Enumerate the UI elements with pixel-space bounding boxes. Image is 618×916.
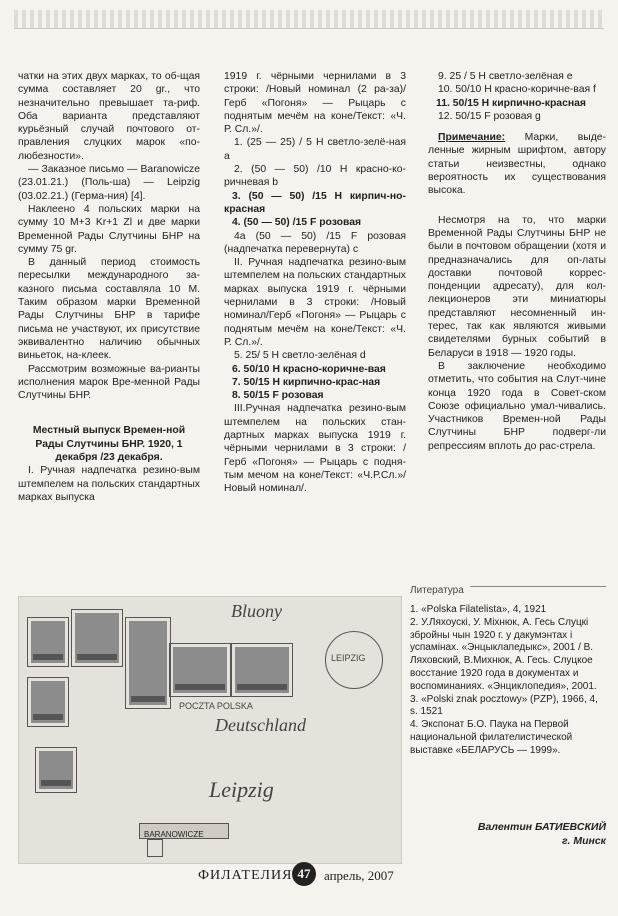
registration-label — [139, 823, 229, 839]
list-item: 9. 25 / 5 Н светло-зелёная e — [438, 71, 573, 82]
reference-item: 1. «Polska Filatelista», 4, 1921 — [410, 604, 547, 615]
paragraph: I. Ручная надпечатка резино-вым штемпелем на польских стандартных марках выпуска — [18, 465, 200, 503]
literature-label: Литература — [410, 585, 470, 596]
registration-text: BARANOWICZE — [144, 830, 204, 839]
column-2 — [224, 70, 406, 496]
stamp — [231, 643, 293, 697]
stamp-caption: POCZTA POLSKA — [179, 701, 253, 711]
author-city: г. Минск — [562, 835, 606, 847]
paragraph: III.Ручная надпечатка резино-вым штемпелем на польских стан-дартных марках выпуска 1919 г. чёрными чернилами в 3 строки: /Герб «Погоня» — Рыцарь с подня-тым мечом на коне/Текст: «Ч.Р.Сл.»/Новый номинал/. — [224, 403, 406, 495]
column-3 — [428, 70, 606, 453]
list-item-bold: 4. (50 — 50) /15 F розовая — [232, 217, 362, 229]
stamp — [169, 643, 231, 697]
list-item: 4a (50 — 50) /15 F розовая (надпечатка перевернута) c — [224, 230, 406, 255]
decorative-top-border — [14, 10, 604, 29]
paragraph: Несмотря на то, что марки Временной Рады Слутчины БНР не были в почтовом обращении (хотя и предназначались для оп-латы доставки почтовой коррес-понденции адресату), для кол-лекционеров эти миниатюры представляют несомненный ин-терес, так как являются живыми свидетелями бурных событий в Беларуси в 1918 — 1920 годы. — [428, 214, 606, 359]
page-number: 47 — [292, 862, 316, 886]
column-1 — [18, 70, 200, 504]
list-item-bold: 3. (50 — 50) /15 Н кирпич-но-красная — [224, 190, 406, 215]
paragraph: чатки на этих двух марках, то об-щая сумма составляет 20 gr., что незначительно превышает та-риф. Оба варианта представляют курьёзный случай почтового от-правления слуцких марок «по-любезности». — [18, 71, 200, 162]
magazine-name: ФИЛАТЕЛИЯ — [198, 868, 293, 883]
paragraph: — Заказное письмо — Baranowicze (23.01.21.) (Поль-ша) — Leipzig (03.02.21.) (Герма-ния) [4]. — [18, 164, 200, 202]
paragraph: В данный период стоимость пересылки международного за-казного письма составляла 10 М. Таким образом марки Временной Рады Слутчины БНР в тарифе письма не участвуют, их присутствие эквивалентно наличию обычных виньеток, на-клеек. — [18, 257, 200, 362]
list-item-bold: 6. 50/10 Н красно-коричне-вая — [232, 363, 386, 375]
list-item: 5. 25/ 5 Н светло-зелёная d — [234, 350, 366, 362]
author-name: Валентин БАТИЕВСКИЙ — [477, 821, 606, 833]
paragraph: Рассмотрим возможные ва-рианты исполнения марок Вре-менной Рады Слутчины БНР. — [18, 363, 200, 402]
handwriting: Deutschland — [215, 715, 306, 735]
note-text: Марки, выде-ленные жирным шрифтом, автору статьи неизвестны, однако вероятность их существования высока. — [428, 132, 607, 197]
postmark-text: LEIPZIG — [331, 653, 366, 663]
list-item: 2. (50 — 50) /10 Н красно-ко-ричневая b — [224, 164, 406, 189]
stamp — [35, 747, 77, 793]
list-item: 12. 50/15 F розовая g — [438, 110, 541, 122]
stamp — [27, 617, 69, 667]
reference-item: 3. «Polski znak pocztowy» (PZP), 1966, 4, s. 1521 — [410, 693, 598, 718]
section-heading: Местный выпуск Времен-ной Рады Слутчины БНР. 1920, 1 декабря /23 декабря. — [32, 425, 186, 464]
envelope-photo — [18, 596, 402, 864]
stamp — [27, 677, 69, 727]
page-footer — [0, 862, 618, 886]
stamp — [71, 609, 123, 667]
references-list — [410, 604, 606, 758]
list-item-bold: 8. 50/15 F розовая — [232, 390, 324, 402]
issue-date: апрель, 2007 — [324, 868, 394, 883]
list-item-bold: 11. 50/15 Н кирпично-красная — [436, 97, 586, 109]
reference-item: 4. Экспонат Б.О. Паука на Первой национальной филателистической выставке «БЕЛАРУСЬ — 1999». — [410, 719, 573, 756]
literature-header — [410, 580, 606, 596]
list-item-bold: 7. 50/15 Н кирпично-крас-ная — [232, 376, 381, 388]
list-item: 10. 50/10 Н красно-коричне-вая f — [438, 84, 596, 96]
reference-item: 2. У.Ляхоускі, У. Міхнюк, А. Гесь Слуцкі збройны чын 1920 г. у дакумэнтах і успамінах. «Энцыклапедыкс», 2001 / В. Ляховский, В.Михнюк, А. Гесь. Слуцкое восстание 1920 года в документах и воспоминаниях. «Энциклопедия», 2001. — [410, 616, 597, 692]
paragraph: В заключение необходимо отметить, что события на Слут-чине конца 1920 года в Совет-ском Союзе официально умал-чивались. Участников Времен-ной Рады Слутчины БНР подверг-ли репрессиям вплоть до рас-стрела. — [428, 360, 606, 452]
r-mark — [147, 839, 163, 857]
paragraph: 1919 г. чёрными чернилами в 3 строки: /Новый номинал (2 ра-за)/Герб «Погоня» — Рыцарь с поднятым мечём на коне/Текст: «Ч. Р. Сл.»/. — [224, 71, 406, 136]
handwriting: Bluony — [231, 601, 282, 621]
note-paragraph — [428, 131, 606, 197]
paragraph: Наклеено 4 польских марки на сумму 10 M+3 Kr+1 Zl и две марки Временной Рады Слутчины БНР на сумму 75 gr. — [18, 203, 200, 255]
author-signature — [420, 820, 606, 848]
note-label: Примечание: — [438, 132, 506, 144]
list-item: 1. (25 — 25) / 5 Н светло-зелё-ная a — [224, 137, 406, 162]
stamp — [125, 617, 171, 709]
handwriting: Leipzig — [209, 777, 274, 802]
paragraph: II. Ручная надпечатка резино-вым штемпелем на польских стандартных марках выпуска 1919 г. чёрными чернилами в 3 строки: /Новый номинал/Герб «Погоня» — Рыцарь с поднятым мечём на коне/Текст: «Ч. Р. Сл.»/. — [224, 257, 406, 348]
